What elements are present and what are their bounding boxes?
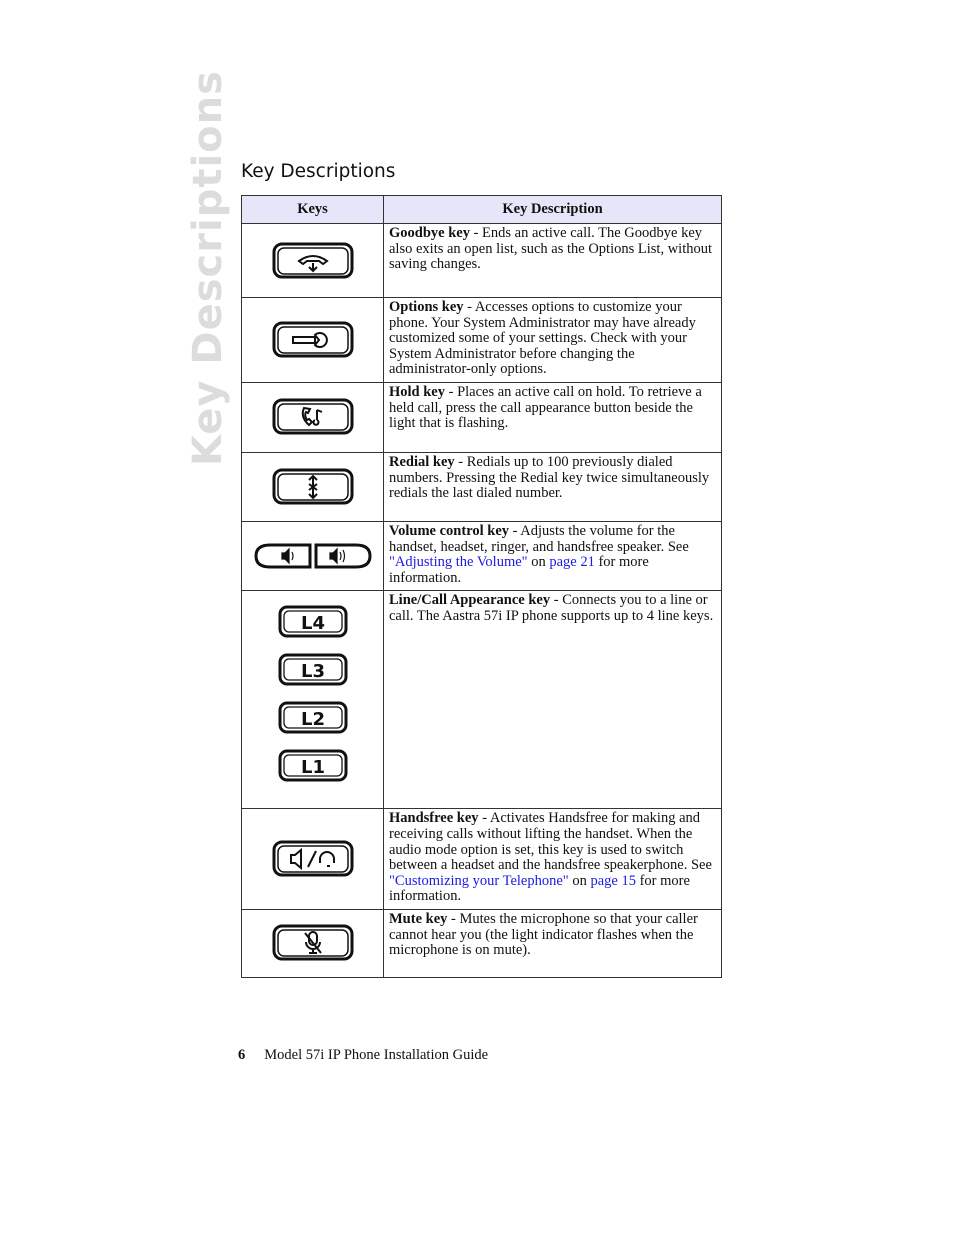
line-key-label: L1 bbox=[300, 756, 325, 778]
key-name: Handsfree key bbox=[389, 810, 479, 827]
section-heading: Key Descriptions bbox=[241, 161, 396, 182]
key-description bbox=[384, 452, 722, 521]
table-row bbox=[242, 591, 722, 809]
keys-column-header: Keys bbox=[242, 196, 384, 224]
key-image-cell bbox=[242, 452, 384, 521]
key-name: Redial key bbox=[389, 453, 455, 470]
options-key-button bbox=[271, 320, 355, 360]
key-image-cell bbox=[242, 521, 384, 590]
table-row bbox=[242, 382, 722, 452]
key-description bbox=[384, 809, 722, 910]
page-footer bbox=[238, 1047, 488, 1064]
table-row bbox=[242, 809, 722, 910]
page-number: 6 bbox=[238, 1047, 246, 1063]
key-text: for more information. bbox=[389, 554, 649, 586]
guide-title: Model 57i IP Phone Installation Guide bbox=[264, 1047, 489, 1063]
line-key-l4 bbox=[277, 604, 349, 640]
key-image-cell bbox=[242, 809, 384, 910]
key-text: - Redials up to 100 previously dialed numbers. Pressing the Redial key twice simultaneously redials the last dialed number. bbox=[389, 453, 710, 502]
key-name: Goodbye key bbox=[389, 225, 470, 241]
customizing-telephone-link[interactable]: "Customizing your Telephone" bbox=[389, 872, 569, 889]
key-description bbox=[384, 591, 722, 809]
redial-key-button bbox=[271, 467, 355, 507]
handsfree-key-button bbox=[271, 839, 355, 879]
key-name: Hold key bbox=[389, 383, 445, 400]
table-row bbox=[242, 909, 722, 977]
table-row bbox=[242, 224, 722, 298]
key-text: - Adjusts the volume for the handset, headset, ringer, and handsfree speaker. See bbox=[389, 522, 689, 555]
key-text: - Accesses options to customize your phone. Your System Administrator may have already customized some of your settings. Check with your System Administrator before changing the administrator-only options. bbox=[389, 299, 696, 378]
key-descriptions-table bbox=[241, 195, 722, 978]
table-header-row bbox=[242, 196, 722, 224]
table-row bbox=[242, 298, 722, 383]
key-description bbox=[384, 909, 722, 977]
key-image-cell bbox=[242, 382, 384, 452]
goodbye-key-button bbox=[271, 241, 355, 281]
key-image-cell bbox=[242, 224, 384, 298]
line-key-label: L3 bbox=[300, 660, 325, 682]
description-column-header: Key Description bbox=[384, 196, 722, 224]
line-key-label: L4 bbox=[300, 612, 325, 634]
key-text: on bbox=[527, 554, 550, 571]
line-key-l2 bbox=[277, 700, 349, 736]
side-tab-title: Key Descriptions bbox=[185, 70, 231, 466]
page-21-link[interactable]: page 21 bbox=[549, 554, 595, 571]
key-image-cell bbox=[242, 298, 384, 383]
key-name: Options key bbox=[389, 299, 464, 315]
key-name: Line/Call Appearance key bbox=[389, 592, 551, 609]
key-description bbox=[384, 298, 722, 383]
page-15-link[interactable]: page 15 bbox=[590, 872, 636, 889]
key-text: - Mutes the microphone so that your caller cannot hear you (the light indicator flashes when the microphone is on mute). bbox=[389, 910, 698, 959]
key-name: Volume control key bbox=[389, 522, 510, 539]
key-text: - Ends an active call. The Goodbye key also exits an open list, such as the Options List, without saving changes. bbox=[389, 225, 713, 273]
key-image-cell bbox=[242, 909, 384, 977]
table-row bbox=[242, 521, 722, 590]
key-text: - Activates Handsfree for making and receiving calls without lifting the handset. When the audio mode option is set, this key is used to switch between a headset and the handsfree speakerphone. See bbox=[389, 810, 712, 874]
line-keys-stack bbox=[242, 592, 383, 808]
hold-key-button bbox=[271, 397, 355, 437]
table-row bbox=[242, 452, 722, 521]
key-image-cell bbox=[242, 591, 384, 809]
key-text: - Connects you to a line or call. The Aastra 57i IP phone supports up to 4 line keys. bbox=[389, 592, 714, 624]
volume-control-key-button bbox=[252, 541, 374, 571]
key-text: for more information. bbox=[389, 872, 690, 905]
adjusting-volume-link[interactable]: "Adjusting the Volume" bbox=[389, 554, 528, 571]
line-key-l1 bbox=[277, 748, 349, 784]
key-name: Mute key bbox=[389, 910, 448, 927]
mute-key-button bbox=[271, 923, 355, 963]
line-key-l3 bbox=[277, 652, 349, 688]
key-text: on bbox=[568, 872, 591, 889]
line-key-label: L2 bbox=[300, 708, 325, 730]
key-description bbox=[384, 224, 722, 298]
key-description bbox=[384, 521, 722, 590]
key-text: - Places an active call on hold. To retrieve a held call, press the call appearance button beside the light that is flashing. bbox=[389, 383, 702, 432]
key-description bbox=[384, 382, 722, 452]
